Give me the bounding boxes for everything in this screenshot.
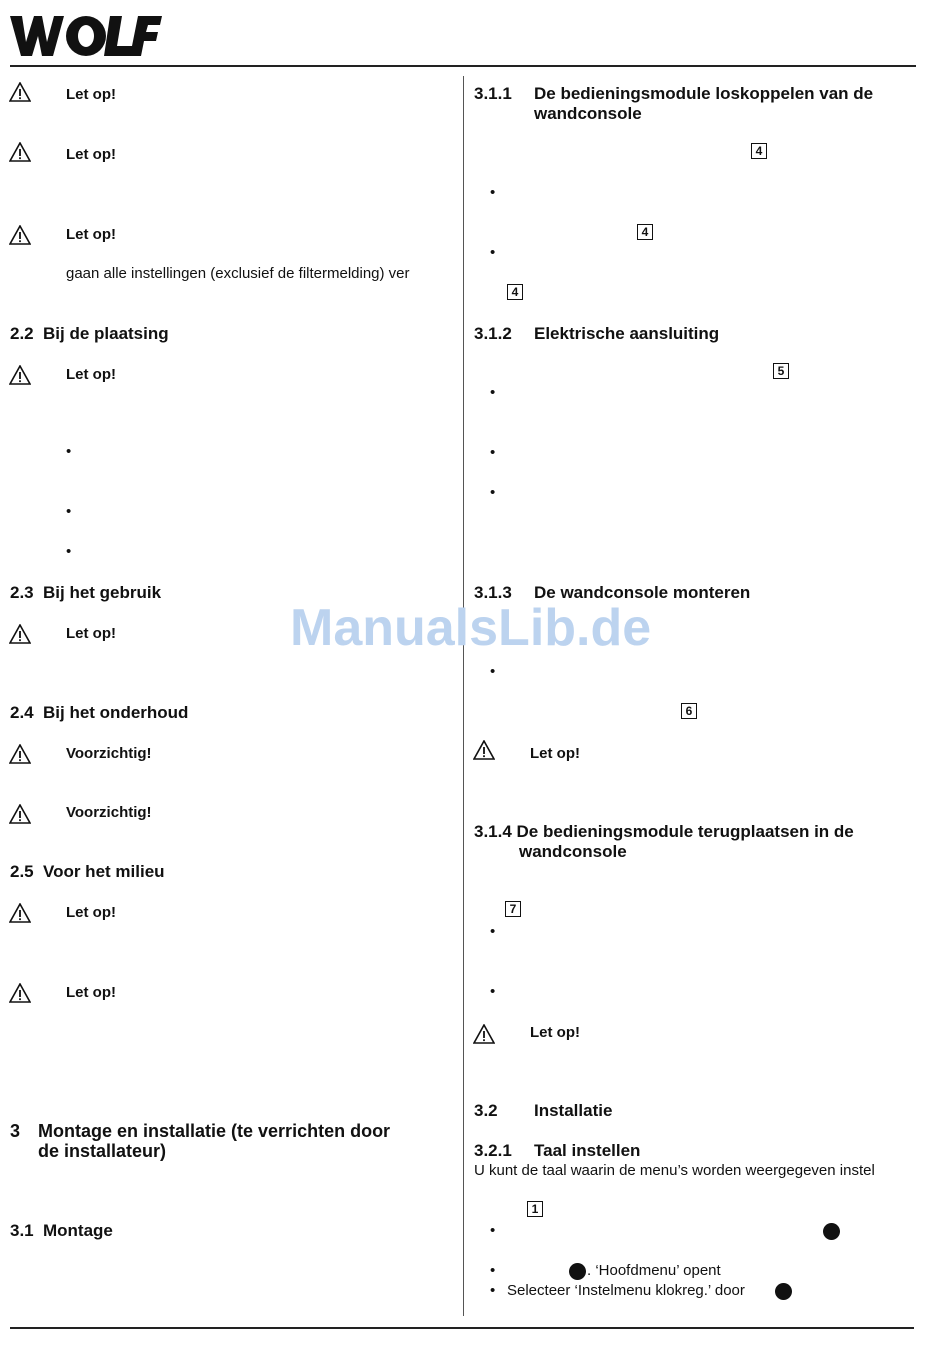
warning-text: gaan alle instellingen (exclusief de filtermelding) ver — [66, 265, 410, 282]
warning-label: Let op! — [530, 1024, 580, 1041]
section-number: 2.4 — [10, 703, 34, 722]
section-title: Bij het onderhoud — [43, 703, 189, 722]
figure-ref: 1 — [527, 1201, 543, 1217]
warning-icon — [9, 983, 31, 1003]
figure-ref: 4 — [751, 143, 767, 159]
section-text: U kunt de taal waarin de menu’s worden weergegeven instel — [474, 1162, 875, 1179]
bullet: • — [490, 1262, 496, 1279]
bullet: • — [490, 484, 496, 501]
bullet: • — [490, 983, 496, 1000]
section-title-cont: wandconsole — [519, 842, 627, 861]
section-number: 3.1.3 — [474, 583, 512, 602]
chapter-number: 3 — [10, 1121, 21, 1141]
section-number: 3.1 — [10, 1221, 34, 1240]
section-number: 2.2 — [10, 324, 34, 343]
section-title: Montage — [43, 1221, 113, 1240]
warning-icon — [9, 225, 31, 245]
section-number: 3.2.1 — [474, 1141, 512, 1160]
warning-label: Let op! — [66, 86, 116, 103]
warning-icon — [9, 903, 31, 923]
section-number: 2.3 — [10, 583, 34, 602]
section-title: Elektrische aansluiting — [534, 324, 720, 343]
warning-label: Let op! — [66, 366, 116, 383]
caution-label: Voorzichtig! — [66, 745, 152, 762]
bullet: • — [490, 663, 496, 680]
section-number: 3.1.2 — [474, 324, 512, 343]
bullet: • — [490, 244, 496, 261]
button-symbol-icon — [569, 1263, 586, 1280]
section-title: Taal instellen — [534, 1141, 641, 1160]
bullet: • — [490, 384, 496, 401]
bullet: • — [490, 1222, 496, 1239]
caution-label: Voorzichtig! — [66, 804, 152, 821]
list-item-text: . ‘Hoofdmenu’ opent — [587, 1262, 721, 1279]
warning-label: Let op! — [66, 226, 116, 243]
button-symbol-icon — [823, 1223, 840, 1240]
wolf-logo — [10, 14, 162, 58]
section-title: 3.1.4 De bedieningsmodule terugplaatsen in de — [474, 822, 854, 841]
warning-icon — [9, 365, 31, 385]
warning-icon — [9, 82, 31, 102]
chapter-title: Montage en installatie (te verrichten door — [38, 1121, 391, 1141]
section-title: Bij het gebruik — [43, 583, 162, 602]
bullet: • — [490, 923, 496, 940]
footer-rule — [10, 1327, 914, 1329]
list-item-text: Selecteer ‘Instelmenu klokreg.’ door — [507, 1282, 745, 1299]
section-number: 2.5 — [10, 862, 34, 881]
section-title: Installatie — [534, 1101, 613, 1120]
section-title: De wandconsole monteren — [534, 583, 751, 602]
warning-label: Let op! — [66, 904, 116, 921]
figure-ref: 5 — [773, 363, 789, 379]
warning-icon — [473, 1024, 495, 1044]
figure-ref: 4 — [507, 284, 523, 300]
warning-icon — [473, 740, 495, 760]
warning-icon — [9, 804, 31, 824]
bullet: • — [66, 543, 72, 560]
warning-label: Let op! — [66, 984, 116, 1001]
warning-icon — [9, 624, 31, 644]
warning-icon — [9, 744, 31, 764]
watermark: ManualsLib.de — [290, 599, 652, 657]
section-number: 3.2 — [474, 1101, 498, 1120]
header-rule — [10, 65, 916, 67]
button-symbol-icon — [775, 1283, 792, 1300]
bullet: • — [490, 184, 496, 201]
figure-ref: 7 — [505, 901, 521, 917]
warning-label: Let op! — [66, 146, 116, 163]
figure-ref: 4 — [637, 224, 653, 240]
section-title: Voor het milieu — [43, 862, 165, 881]
column-divider — [463, 76, 464, 1316]
figure-ref: 6 — [681, 703, 697, 719]
bullet: • — [490, 1282, 496, 1299]
section-title: De bedieningsmodule loskoppelen van de — [534, 84, 874, 103]
chapter-title-cont: de installateur) — [38, 1141, 167, 1161]
warning-label: Let op! — [66, 625, 116, 642]
section-title: Bij de plaatsing — [43, 324, 169, 343]
bullet: • — [490, 444, 496, 461]
section-number: 3.1.1 — [474, 84, 512, 103]
bullet: • — [66, 503, 72, 520]
warning-label: Let op! — [530, 745, 580, 762]
section-title-cont: wandconsole — [534, 104, 642, 123]
warning-icon — [9, 142, 31, 162]
bullet: • — [66, 443, 72, 460]
